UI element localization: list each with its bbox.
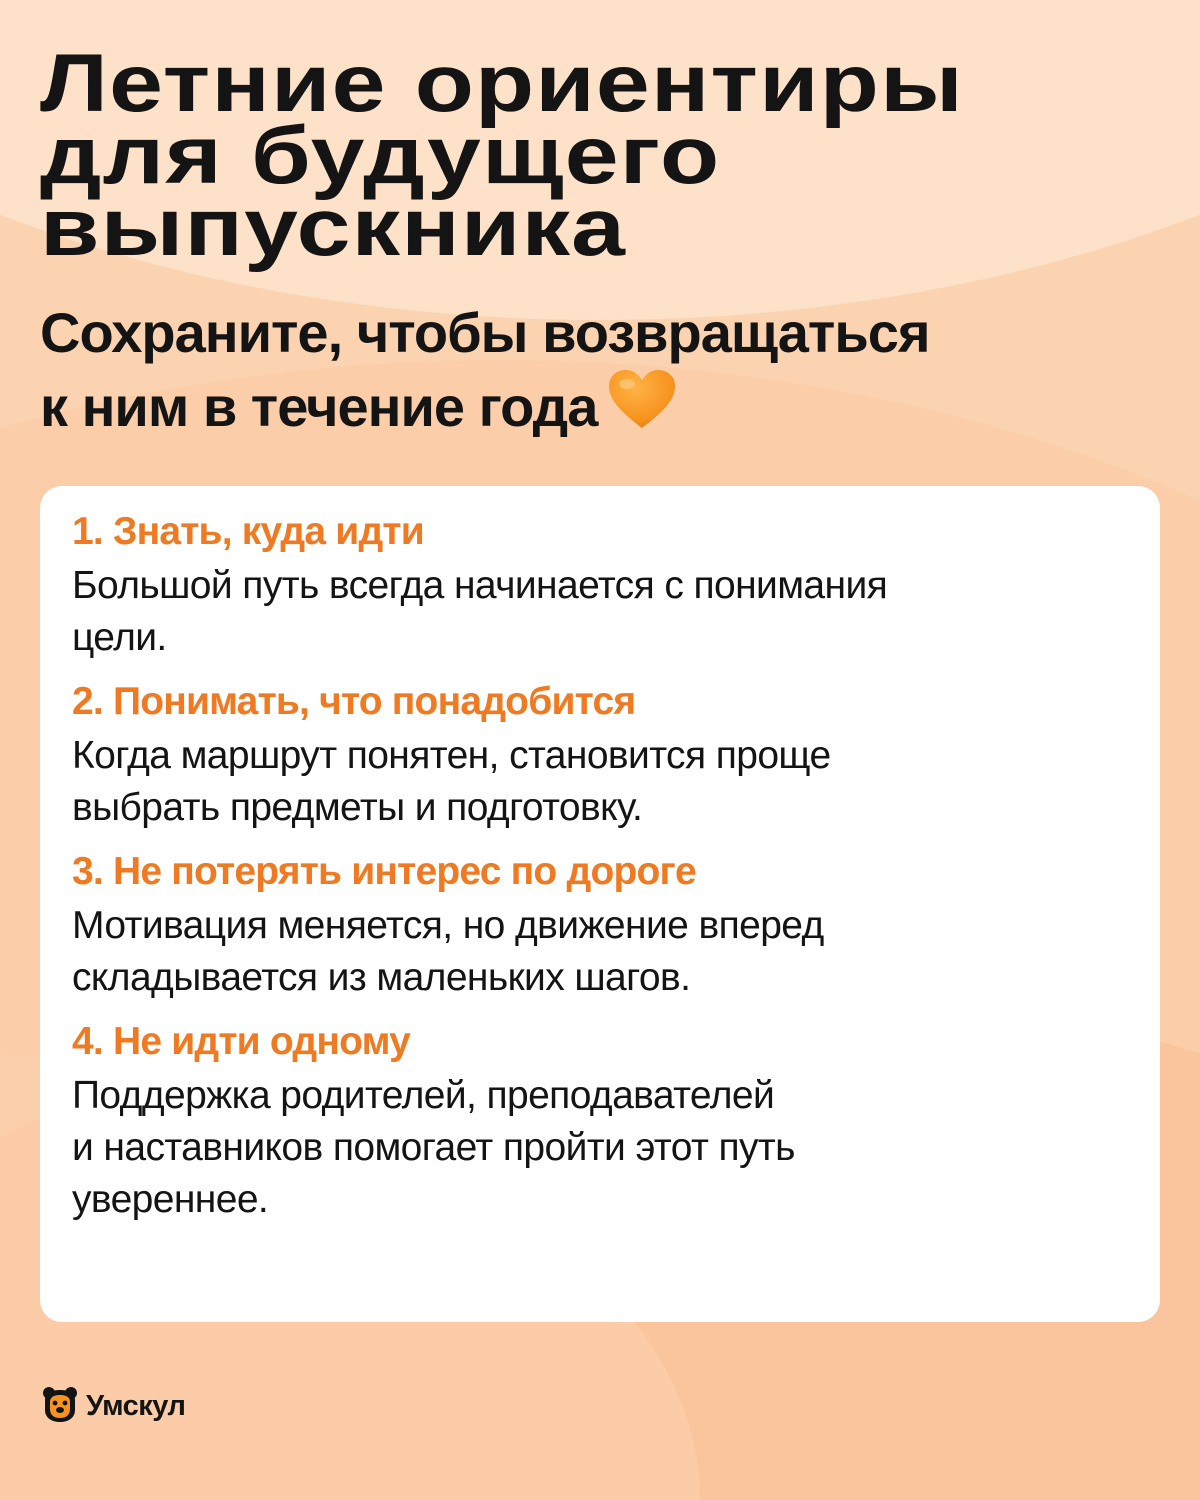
title-line-1: Летние ориентиры — [40, 38, 964, 129]
tip-text-line: Когда маршрут понятен, становится проще — [72, 734, 831, 777]
page-title — [40, 38, 1200, 273]
tip-text-line: цели. — [72, 616, 167, 659]
tip-item — [72, 504, 1128, 664]
title-line-3: выпускника — [40, 182, 627, 273]
tips-card — [40, 486, 1160, 1322]
tip-text — [72, 730, 1128, 834]
tip-text — [72, 900, 1128, 1004]
tip-item — [72, 674, 1128, 834]
orange-heart-icon — [607, 368, 677, 446]
tip-text-line: Поддержка родителей, преподавателей — [72, 1074, 775, 1117]
brand-logo — [40, 1384, 185, 1429]
tip-text-line: Большой путь всегда начинается с понимания — [72, 564, 888, 607]
tip-heading: 2. Понимать, что понадобится — [72, 680, 636, 723]
tip-text — [72, 560, 1128, 664]
tip-text — [72, 1070, 1128, 1226]
tip-heading: 4. Не идти одному — [72, 1020, 411, 1063]
subtitle-line-2: к ним в течение года — [40, 375, 598, 438]
tip-text-line: Мотивация меняется, но движение вперед — [72, 904, 824, 947]
tip-text-line: и наставников помогает пройти этот путь — [72, 1126, 795, 1169]
tip-text-line: складывается из маленьких шагов. — [72, 956, 691, 999]
tip-item — [72, 1014, 1128, 1226]
subtitle-line-1: Сохраните, чтобы возвращаться — [40, 301, 930, 364]
tip-heading: 3. Не потерять интерес по дороге — [72, 850, 696, 893]
tip-text-line: увереннее. — [72, 1178, 269, 1221]
subtitle — [40, 298, 1140, 446]
tip-text-line: выбрать предметы и подготовку. — [72, 786, 643, 829]
bear-logo-icon — [40, 1384, 80, 1429]
tip-heading: 1. Знать, куда идти — [72, 510, 424, 553]
brand-name: Умскул — [86, 1390, 186, 1422]
tip-item — [72, 844, 1128, 1004]
title-line-2: для будущего — [40, 110, 721, 201]
